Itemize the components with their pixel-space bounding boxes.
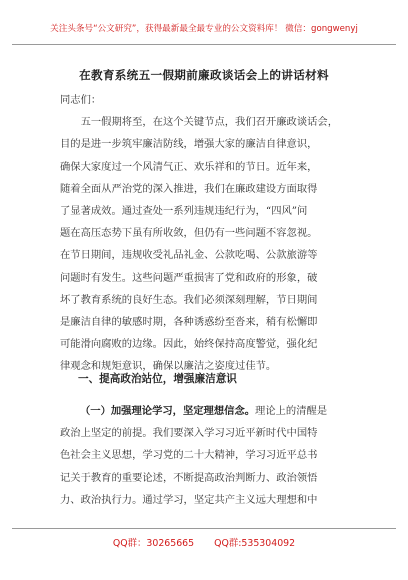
subsection-body: [60, 400, 358, 511]
paragraph-line: 是廉洁自律的敏感时期，各种诱惑纷至沓来，稍有松懈即: [60, 315, 318, 328]
footer-divider: [12, 528, 396, 529]
paragraph-line: 了显著成效。通过查处一系列违规违纪行为，“四风”问: [60, 204, 308, 217]
paragraph-line: 随着全面从严治党的深入推进，我们在廉政建设方面取得: [60, 182, 318, 195]
subsection-heading: （一）加强理论学习，坚定理想信念。: [80, 405, 256, 417]
paragraph-line: 在节日期间，违规收受礼品礼金、公款吃喝、公款旅游等: [60, 249, 318, 262]
footer-qq-group-1: QQ群：30265665: [112, 538, 195, 549]
paragraph-line: 可能滑向腐败的边缘。因此，始终保持高度警觉，强化纪: [60, 338, 318, 351]
document-title: 在教育系统五一假期前廉政谈话会上的讲话材料: [79, 68, 329, 82]
header-divider: [12, 44, 396, 45]
footer-qq-group-2: QQ群:535304092: [214, 538, 296, 549]
paragraph-line: 确保大家度过一个风清气正、欢乐祥和的节日。近年来，: [60, 160, 318, 173]
paragraph-line: 五一假期将至，在这个关键节点，我们召开廉政谈话会，: [60, 116, 339, 129]
paragraph-line: 目的是进一步筑牢廉洁防线，增强大家的廉洁自律意识，: [60, 138, 318, 151]
footer: [0, 535, 408, 549]
paragraph-line: 力、政治执行力。通过学习，坚定共产主义远大理想和中: [60, 493, 318, 506]
header-banner: 关注头条号“公文研究”，获得最新最全最专业的公文资料库！ 微信：gongwenyj: [50, 24, 358, 34]
paragraph-line: 色社会主义思想，学习党的二十大精神，学习习近平总书: [60, 449, 318, 462]
subsection-first-line: [60, 400, 358, 422]
salutation: 同志们：: [60, 94, 102, 106]
paragraph-line: 记关于教育的重要论述，不断提高政治判断力、政治领悟: [60, 471, 318, 484]
subsection-text: 理论上的清醒是: [255, 405, 328, 417]
paragraph-line: 问题时有发生。这些问题严重损害了党和政府的形象，破: [60, 271, 318, 284]
paragraph-line: 律观念和规矩意识，确保以廉洁之姿度过佳节。: [60, 360, 277, 373]
paragraph-line: 坏了教育系统的良好生态。我们必须深刻理解，节日期间: [60, 293, 318, 306]
paragraph-line: 政治上坚定的前提。我们要深入学习习近平新时代中国特: [60, 427, 318, 440]
document-body: [60, 89, 358, 377]
section-heading: 一、提高政治站位，增强廉洁意识: [78, 373, 237, 385]
paragraph-line: 题在高压态势下虽有所收敛，但仍有一些问题不容忽视。: [60, 227, 318, 240]
